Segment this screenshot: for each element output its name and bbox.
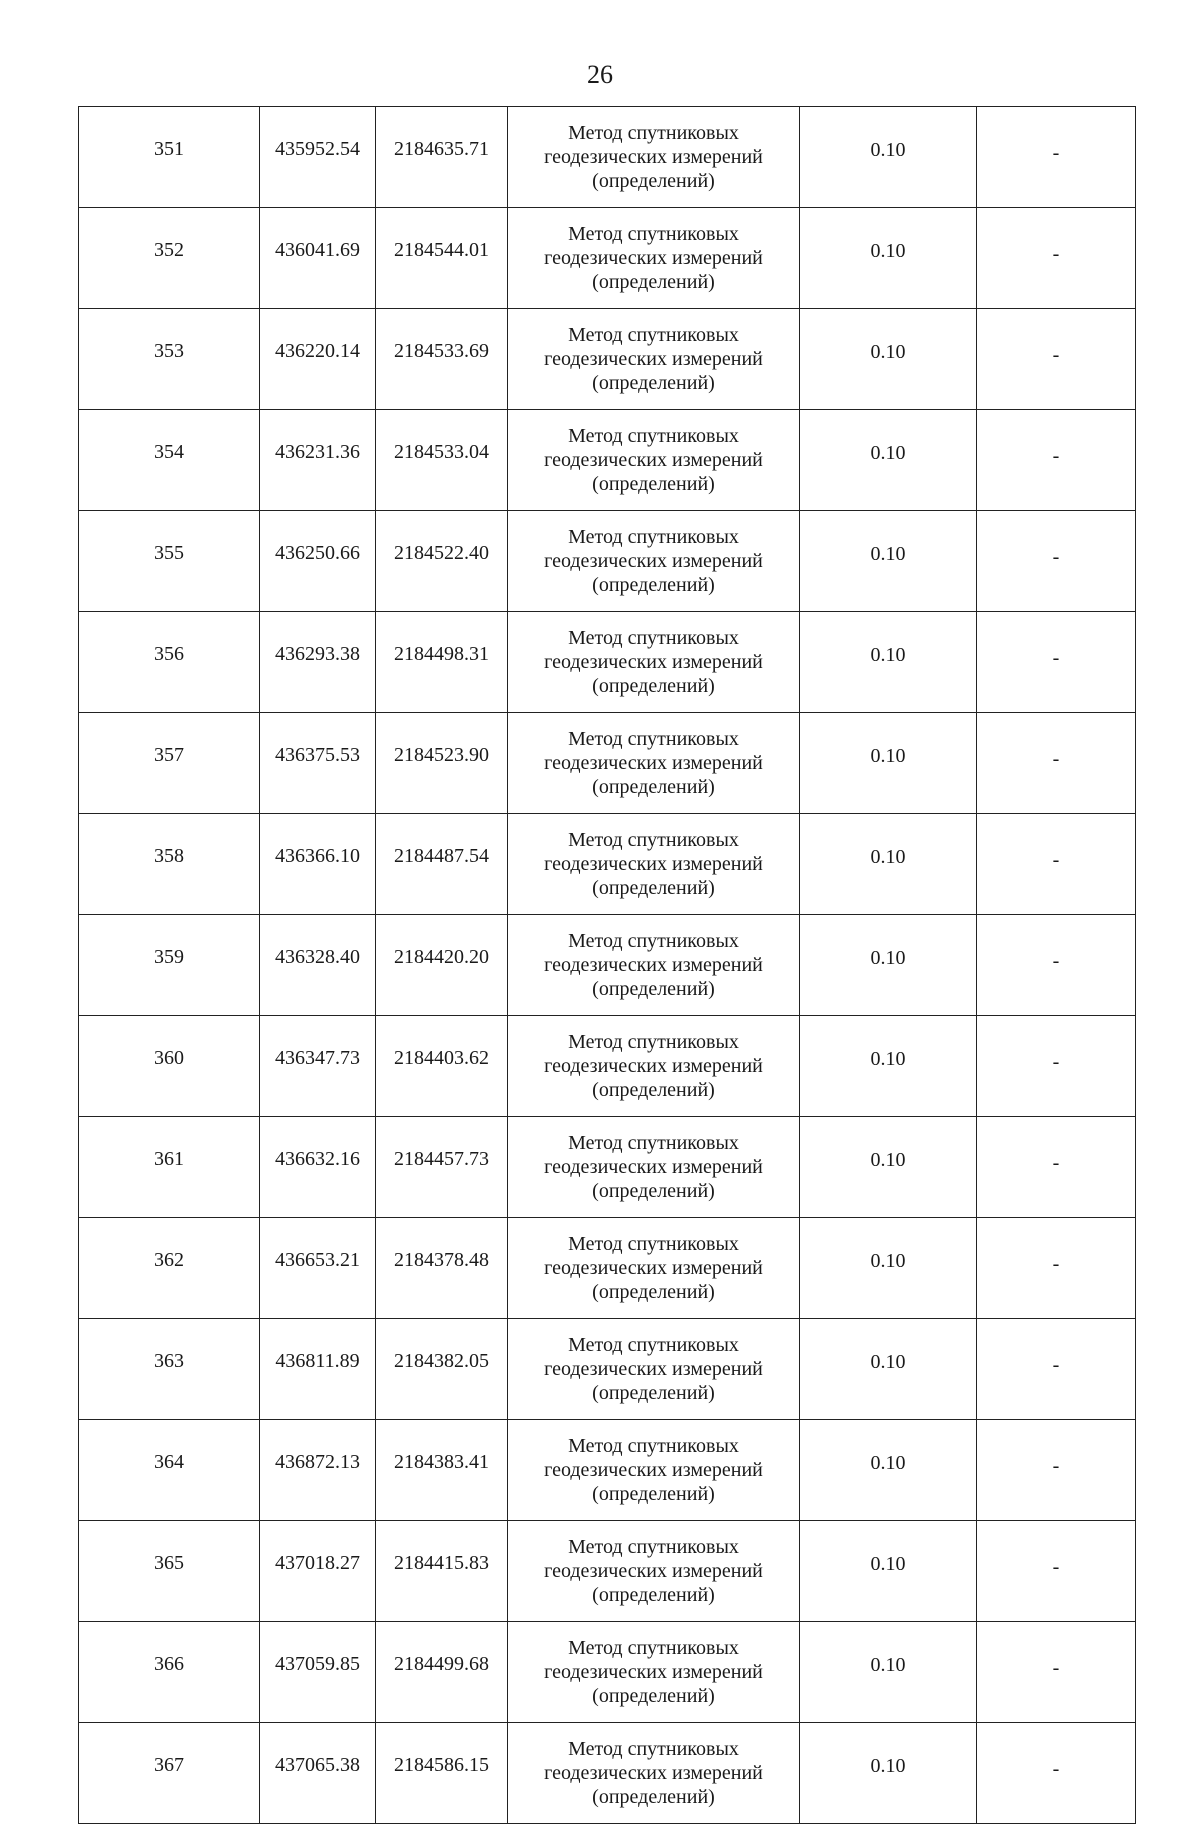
description-cell: -: [977, 309, 1136, 410]
method-cell: [508, 713, 800, 814]
description-cell: -: [977, 713, 1136, 814]
y-coordinate-cell: 2184522.40: [376, 511, 508, 612]
method-text-line: (определений): [592, 372, 715, 394]
accuracy-cell: 0.10: [800, 713, 977, 814]
accuracy-cell: 0.10: [800, 1016, 977, 1117]
method-text-line: (определений): [592, 271, 715, 293]
method-text-line: (определений): [592, 1079, 715, 1101]
method-cell: [508, 309, 800, 410]
method-cell: [508, 915, 800, 1016]
accuracy-cell: 0.10: [800, 1218, 977, 1319]
y-coordinate-cell: 2184487.54: [376, 814, 508, 915]
description-cell: -: [977, 612, 1136, 713]
method-text-line: Метод спутниковых: [568, 1435, 739, 1457]
point-number-cell: 366: [79, 1622, 260, 1723]
method-text-line: (определений): [592, 776, 715, 798]
method-text-line: Метод спутниковых: [568, 1233, 739, 1255]
method-text-line: Метод спутниковых: [568, 1637, 739, 1659]
point-number-cell: 367: [79, 1723, 260, 1824]
method-text-line: Метод спутниковых: [568, 324, 739, 346]
accuracy-cell: 0.10: [800, 1723, 977, 1824]
method-cell: [508, 1319, 800, 1420]
y-coordinate-cell: 2184544.01: [376, 208, 508, 309]
method-cell: [508, 107, 800, 208]
method-text-line: геодезических измерений: [544, 449, 763, 471]
description-cell: -: [977, 1723, 1136, 1824]
accuracy-cell: 0.10: [800, 1521, 977, 1622]
table-row: [79, 814, 1136, 915]
y-coordinate-cell: 2184378.48: [376, 1218, 508, 1319]
point-number-cell: 357: [79, 713, 260, 814]
x-coordinate-cell: 436811.89: [260, 1319, 376, 1420]
method-text-line: (определений): [592, 675, 715, 697]
description-cell: -: [977, 1622, 1136, 1723]
method-text-line: (определений): [592, 1281, 715, 1303]
description-cell: -: [977, 1117, 1136, 1218]
description-cell: -: [977, 1521, 1136, 1622]
method-text-line: геодезических измерений: [544, 853, 763, 875]
method-text-line: геодезических измерений: [544, 1358, 763, 1380]
page-number: 26: [587, 60, 613, 89]
method-text-line: геодезических измерений: [544, 146, 763, 168]
accuracy-cell: 0.10: [800, 511, 977, 612]
method-text-line: Метод спутниковых: [568, 829, 739, 851]
table-row: [79, 1218, 1136, 1319]
y-coordinate-cell: 2184533.69: [376, 309, 508, 410]
method-text-line: геодезических измерений: [544, 1661, 763, 1683]
point-number-cell: 360: [79, 1016, 260, 1117]
y-coordinate-cell: 2184415.83: [376, 1521, 508, 1622]
x-coordinate-cell: 437018.27: [260, 1521, 376, 1622]
x-coordinate-cell: 435952.54: [260, 107, 376, 208]
y-coordinate-cell: 2184382.05: [376, 1319, 508, 1420]
accuracy-cell: 0.10: [800, 107, 977, 208]
table-row: [79, 1622, 1136, 1723]
coordinates-table-body: [79, 107, 1136, 1824]
method-text-line: геодезических измерений: [544, 1257, 763, 1279]
x-coordinate-cell: 436041.69: [260, 208, 376, 309]
method-cell: [508, 1016, 800, 1117]
method-text-line: (определений): [592, 1180, 715, 1202]
method-cell: [508, 1723, 800, 1824]
point-number-cell: 352: [79, 208, 260, 309]
method-text-line: (определений): [592, 170, 715, 192]
point-number-cell: 363: [79, 1319, 260, 1420]
accuracy-cell: 0.10: [800, 915, 977, 1016]
y-coordinate-cell: 2184403.62: [376, 1016, 508, 1117]
y-coordinate-cell: 2184498.31: [376, 612, 508, 713]
table-row: [79, 713, 1136, 814]
method-cell: [508, 511, 800, 612]
table-row: [79, 1319, 1136, 1420]
method-cell: [508, 1218, 800, 1319]
y-coordinate-cell: 2184420.20: [376, 915, 508, 1016]
x-coordinate-cell: 436293.38: [260, 612, 376, 713]
point-number-cell: 355: [79, 511, 260, 612]
method-text-line: Метод спутниковых: [568, 122, 739, 144]
description-cell: -: [977, 1319, 1136, 1420]
point-number-cell: 356: [79, 612, 260, 713]
x-coordinate-cell: 436366.10: [260, 814, 376, 915]
method-text-line: геодезических измерений: [544, 550, 763, 572]
method-text-line: геодезических измерений: [544, 651, 763, 673]
method-text-line: Метод спутниковых: [568, 1536, 739, 1558]
x-coordinate-cell: 437059.85: [260, 1622, 376, 1723]
method-cell: [508, 410, 800, 511]
table-row: [79, 1117, 1136, 1218]
x-coordinate-cell: 436653.21: [260, 1218, 376, 1319]
method-text-line: Метод спутниковых: [568, 728, 739, 750]
accuracy-cell: 0.10: [800, 1319, 977, 1420]
accuracy-cell: 0.10: [800, 1622, 977, 1723]
y-coordinate-cell: 2184586.15: [376, 1723, 508, 1824]
y-coordinate-cell: 2184533.04: [376, 410, 508, 511]
method-cell: [508, 208, 800, 309]
point-number-cell: 358: [79, 814, 260, 915]
method-text-line: геодезических измерений: [544, 1459, 763, 1481]
y-coordinate-cell: 2184383.41: [376, 1420, 508, 1521]
x-coordinate-cell: 436328.40: [260, 915, 376, 1016]
method-text-line: Метод спутниковых: [568, 930, 739, 952]
table-row: [79, 1723, 1136, 1824]
method-text-line: геодезических измерений: [544, 247, 763, 269]
x-coordinate-cell: 436250.66: [260, 511, 376, 612]
method-text-line: (определений): [592, 1685, 715, 1707]
table-row: [79, 511, 1136, 612]
method-text-line: Метод спутниковых: [568, 223, 739, 245]
description-cell: -: [977, 107, 1136, 208]
coordinates-table: [78, 106, 1136, 1824]
table-row: [79, 612, 1136, 713]
accuracy-cell: 0.10: [800, 814, 977, 915]
table-row: [79, 1016, 1136, 1117]
method-text-line: геодезических измерений: [544, 752, 763, 774]
description-cell: -: [977, 208, 1136, 309]
method-text-line: (определений): [592, 574, 715, 596]
method-text-line: Метод спутниковых: [568, 1334, 739, 1356]
table-row: [79, 107, 1136, 208]
x-coordinate-cell: 437065.38: [260, 1723, 376, 1824]
method-cell: [508, 1117, 800, 1218]
point-number-cell: 354: [79, 410, 260, 511]
method-text-line: (определений): [592, 1382, 715, 1404]
point-number-cell: 353: [79, 309, 260, 410]
method-text-line: (определений): [592, 877, 715, 899]
method-text-line: Метод спутниковых: [568, 1031, 739, 1053]
y-coordinate-cell: 2184499.68: [376, 1622, 508, 1723]
description-cell: -: [977, 915, 1136, 1016]
y-coordinate-cell: 2184523.90: [376, 713, 508, 814]
method-text-line: геодезических измерений: [544, 1560, 763, 1582]
method-text-line: (определений): [592, 1786, 715, 1808]
method-text-line: Метод спутниковых: [568, 1132, 739, 1154]
description-cell: -: [977, 814, 1136, 915]
method-text-line: (определений): [592, 978, 715, 1000]
accuracy-cell: 0.10: [800, 309, 977, 410]
table-row: [79, 208, 1136, 309]
table-row: [79, 410, 1136, 511]
point-number-cell: 359: [79, 915, 260, 1016]
x-coordinate-cell: 436347.73: [260, 1016, 376, 1117]
description-cell: -: [977, 410, 1136, 511]
x-coordinate-cell: 436231.36: [260, 410, 376, 511]
method-cell: [508, 612, 800, 713]
method-text-line: (определений): [592, 1483, 715, 1505]
x-coordinate-cell: 436375.53: [260, 713, 376, 814]
method-text-line: (определений): [592, 1584, 715, 1606]
y-coordinate-cell: 2184457.73: [376, 1117, 508, 1218]
accuracy-cell: 0.10: [800, 612, 977, 713]
table-row: [79, 1420, 1136, 1521]
point-number-cell: 351: [79, 107, 260, 208]
method-text-line: геодезических измерений: [544, 348, 763, 370]
table-row: [79, 309, 1136, 410]
method-text-line: геодезических измерений: [544, 1055, 763, 1077]
method-text-line: Метод спутниковых: [568, 627, 739, 649]
method-text-line: Метод спутниковых: [568, 425, 739, 447]
accuracy-cell: 0.10: [800, 208, 977, 309]
description-cell: -: [977, 1218, 1136, 1319]
point-number-cell: 362: [79, 1218, 260, 1319]
point-number-cell: 365: [79, 1521, 260, 1622]
method-cell: [508, 1521, 800, 1622]
point-number-cell: 361: [79, 1117, 260, 1218]
description-cell: -: [977, 511, 1136, 612]
method-text-line: (определений): [592, 473, 715, 495]
accuracy-cell: 0.10: [800, 410, 977, 511]
x-coordinate-cell: 436632.16: [260, 1117, 376, 1218]
accuracy-cell: 0.10: [800, 1117, 977, 1218]
x-coordinate-cell: 436872.13: [260, 1420, 376, 1521]
accuracy-cell: 0.10: [800, 1420, 977, 1521]
method-text-line: геодезических измерений: [544, 1762, 763, 1784]
x-coordinate-cell: 436220.14: [260, 309, 376, 410]
method-cell: [508, 814, 800, 915]
table-row: [79, 915, 1136, 1016]
method-text-line: геодезических измерений: [544, 954, 763, 976]
method-cell: [508, 1622, 800, 1723]
method-text-line: геодезических измерений: [544, 1156, 763, 1178]
point-number-cell: 364: [79, 1420, 260, 1521]
method-text-line: Метод спутниковых: [568, 1738, 739, 1760]
description-cell: -: [977, 1420, 1136, 1521]
y-coordinate-cell: 2184635.71: [376, 107, 508, 208]
method-text-line: Метод спутниковых: [568, 526, 739, 548]
table-row: [79, 1521, 1136, 1622]
method-cell: [508, 1420, 800, 1521]
description-cell: -: [977, 1016, 1136, 1117]
